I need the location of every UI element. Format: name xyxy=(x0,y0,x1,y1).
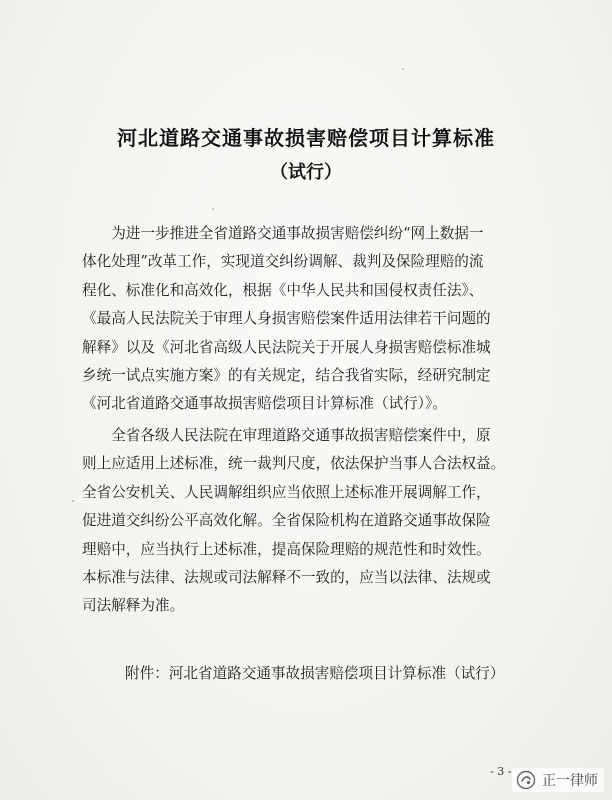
paragraph-line: 本标准与法律、法规或司法解释不一致的，应当以法律、法规或 xyxy=(82,569,491,587)
paragraph-line: 全省公安机关、人民调解组织应当依照上述标准开展调解工作， xyxy=(82,483,491,501)
page-number: - 3 - xyxy=(490,765,512,778)
paragraph-line: 程化、标准化和高效化，根据《中华人民共和国侵权责任法》、 xyxy=(82,281,484,299)
paragraph-line: 则上应适用上述标准，统一裁判尺度，依法保护当事人合法权益。 xyxy=(82,455,506,473)
scan-speck xyxy=(72,500,74,502)
attachment-note: 附件：河北省道路交通事故损害赔偿项目计算标准（试行） xyxy=(125,665,505,682)
paragraph-line: 理赔中，应当执行上述标准，提高保险理赔的规范性和时效性。 xyxy=(82,540,491,558)
paragraph-line: 全省各级人民法院在审理道路交通事故损害赔偿案件中，原 xyxy=(82,427,491,444)
paragraph-application xyxy=(82,422,534,621)
wechat-official-account-icon xyxy=(516,770,536,790)
paragraph-line: 司法解释为准。 xyxy=(82,597,185,615)
paragraph-intro xyxy=(82,220,534,419)
scan-speck xyxy=(212,208,214,210)
paragraph-line: 促进道交纠纷公平高效化解。全省保险机构在道路交通事故保险 xyxy=(82,512,491,530)
watermark-text: 正一律师 xyxy=(542,773,598,789)
watermark xyxy=(512,768,604,792)
paragraph-line: 解释》以及《河北省高级人民法院关于开展人身损害赔偿标准城 xyxy=(82,338,491,356)
scan-speck xyxy=(402,68,404,70)
paragraph-line: 为进一步推进全省道路交通事故损害赔偿纠纷“网上数据一 xyxy=(82,225,484,242)
paragraph-line: 《最高人民法院关于审理人身损害赔偿案件适用法律若干问题的 xyxy=(82,310,491,328)
document-title: 河北道路交通事故损害赔偿项目计算标准 xyxy=(117,126,495,150)
paragraph-line: 《河北省道路交通事故损害赔偿项目计算标准（试行）》。 xyxy=(82,395,447,413)
document-subtitle: （试行） xyxy=(270,162,342,183)
paragraph-line: 乡统一试点实施方案》的有关规定，结合我省实际，经研究制定 xyxy=(82,367,491,385)
paragraph-line: 体化处理”改革工作，实现道交纠纷调解、裁判及保险理赔的流 xyxy=(82,253,484,271)
